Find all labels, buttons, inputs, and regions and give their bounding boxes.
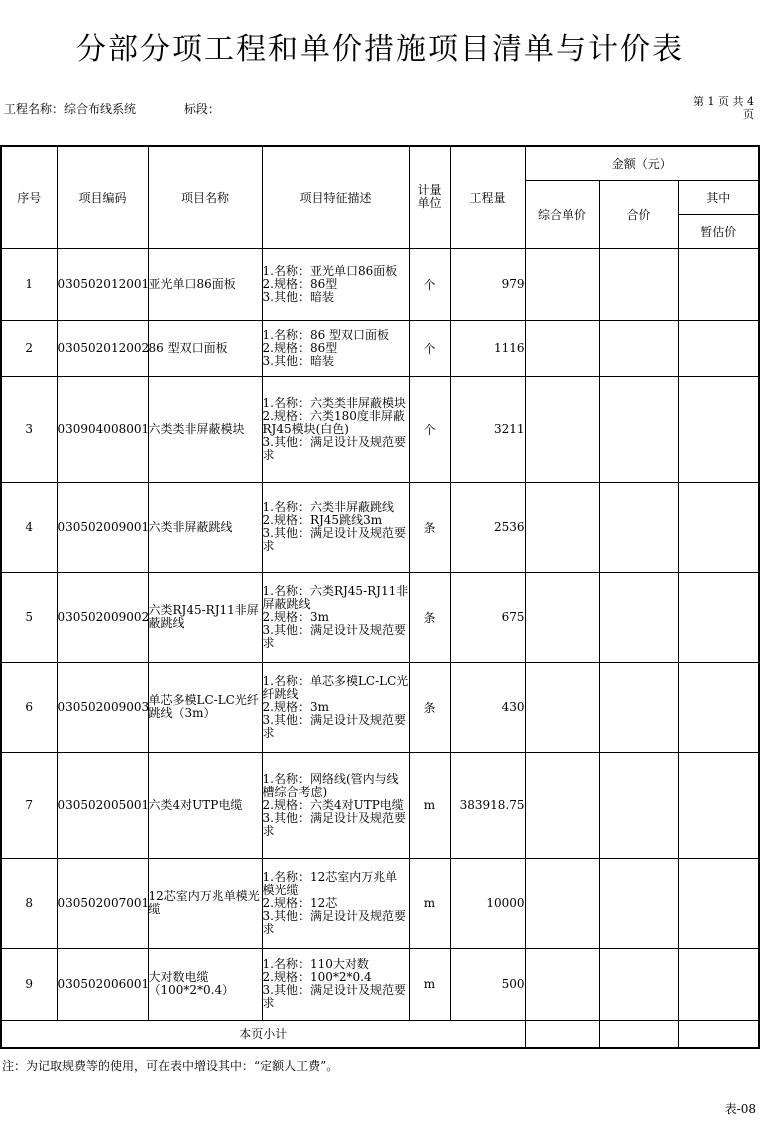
- header-of-which: 其中: [678, 180, 759, 214]
- row-seq: 1: [1, 248, 57, 320]
- row-qty: 979: [450, 248, 525, 320]
- row-seq: 3: [1, 376, 57, 482]
- row-desc: 1.名称：六类类非屏蔽模块 2.规格：六类180度非屏蔽RJ45模块(白色) 3.其他：满足设计及规范要求: [262, 376, 409, 482]
- row-desc: 1.名称：12芯室内万兆单模光缆 2.规格：12芯 3.其他：满足设计及规范要求: [262, 858, 409, 948]
- table-row: [1, 248, 759, 320]
- header-unit-text: 计量单位: [417, 183, 442, 211]
- row-unit: 个: [409, 376, 450, 482]
- row-unit-price: [525, 482, 599, 572]
- row-provisional: [678, 482, 759, 572]
- table-note: 注：为记取规费等的使用，可在表中增设其中：“定额人工费”。: [2, 1059, 339, 1073]
- table-row: [1, 482, 759, 572]
- row-desc: 1.名称：86 型双口面板 2.规格：86型 3.其他：暗装: [262, 320, 409, 376]
- table-row: [1, 376, 759, 482]
- row-provisional: [678, 376, 759, 482]
- row-qty: 675: [450, 572, 525, 662]
- row-total: [599, 572, 678, 662]
- project-meta: [4, 100, 264, 117]
- row-name: 86 型双口面板: [148, 320, 262, 376]
- row-unit: m: [409, 752, 450, 858]
- row-unit-price: [525, 752, 599, 858]
- row-total: [599, 376, 678, 482]
- row-unit-price: [525, 662, 599, 752]
- row-provisional: [678, 858, 759, 948]
- subtotal-total: [599, 1020, 678, 1048]
- row-unit: m: [409, 948, 450, 1020]
- row-unit-price: [525, 948, 599, 1020]
- row-code: 030502009001: [57, 482, 148, 572]
- row-seq: 4: [1, 482, 57, 572]
- page-count: 第 1 页 共 4: [693, 95, 754, 108]
- row-name: 亚光单口86面板: [148, 248, 262, 320]
- row-provisional: [678, 752, 759, 858]
- header-total: 合价: [599, 180, 678, 248]
- section-label: 标段：: [183, 102, 220, 116]
- row-seq: 2: [1, 320, 57, 376]
- row-qty: 1116: [450, 320, 525, 376]
- header-provisional: 暂估价: [678, 214, 759, 248]
- row-code: 030502009003: [57, 662, 148, 752]
- row-unit-price: [525, 320, 599, 376]
- row-code: 030502012002: [57, 320, 148, 376]
- row-code: 030502006001: [57, 948, 148, 1020]
- row-unit-price: [525, 858, 599, 948]
- row-desc: 1.名称：六类RJ45-RJ11非屏蔽跳线 2.规格：3m 3.其他：满足设计及规范要求: [262, 572, 409, 662]
- row-seq: 6: [1, 662, 57, 752]
- row-name: 六类RJ45-RJ11非屏蔽跳线: [148, 572, 262, 662]
- table-row: [1, 752, 759, 858]
- row-provisional: [678, 948, 759, 1020]
- table-row: [1, 948, 759, 1020]
- row-total: [599, 948, 678, 1020]
- row-qty: 383918.75: [450, 752, 525, 858]
- header-code: 项目编码: [57, 146, 148, 248]
- row-total: [599, 858, 678, 948]
- row-qty: 500: [450, 948, 525, 1020]
- row-unit-price: [525, 572, 599, 662]
- header-desc: 项目特征描述: [262, 146, 409, 248]
- pricing-table: [0, 145, 760, 1049]
- row-total: [599, 320, 678, 376]
- table-row: [1, 858, 759, 948]
- page-unit: 页: [743, 108, 754, 121]
- header-unit: [409, 146, 450, 248]
- row-qty: 10000: [450, 858, 525, 948]
- header-name: 项目名称: [148, 146, 262, 248]
- row-name: 六类类非屏蔽模块: [148, 376, 262, 482]
- row-code: 030502012001: [57, 248, 148, 320]
- table-row: [1, 320, 759, 376]
- row-seq: 5: [1, 572, 57, 662]
- row-name: 大对数电缆（100*2*0.4）: [148, 948, 262, 1020]
- row-unit: 条: [409, 662, 450, 752]
- table-row: [1, 662, 759, 752]
- row-name: 12芯室内万兆单模光缆: [148, 858, 262, 948]
- page-title: 分部分项工程和单价措施项目清单与计价表: [76, 32, 684, 67]
- row-code: 030502007001: [57, 858, 148, 948]
- row-desc: 1.名称：110大对数 2.规格：100*2*0.4 3.其他：满足设计及规范要求: [262, 948, 409, 1020]
- row-desc: 1.名称：网络线(管内与线槽综合考虑) 2.规格：六类4对UTP电缆 3.其他：满足设计及规范要求: [262, 752, 409, 858]
- row-code: 030502009002: [57, 572, 148, 662]
- row-provisional: [678, 572, 759, 662]
- row-unit: m: [409, 858, 450, 948]
- row-desc: 1.名称：单芯多模LC-LC光纤跳线 2.规格：3m 3.其他：满足设计及规范要求: [262, 662, 409, 752]
- row-seq: 7: [1, 752, 57, 858]
- row-desc: 1.名称：亚光单口86面板 2.规格：86型 3.其他：暗装: [262, 248, 409, 320]
- form-number: 表-08: [724, 1102, 756, 1116]
- row-code: 030502005001: [57, 752, 148, 858]
- row-unit-price: [525, 376, 599, 482]
- row-unit: 个: [409, 320, 450, 376]
- row-unit: 个: [409, 248, 450, 320]
- row-name: 六类4对UTP电缆: [148, 752, 262, 858]
- subtotal-provisional: [678, 1020, 759, 1048]
- row-name: 六类非屏蔽跳线: [148, 482, 262, 572]
- row-qty: 430: [450, 662, 525, 752]
- row-total: [599, 248, 678, 320]
- row-total: [599, 662, 678, 752]
- subtotal-unit-price: [525, 1020, 599, 1048]
- row-total: [599, 752, 678, 858]
- row-qty: 3211: [450, 376, 525, 482]
- page-indicator: [693, 95, 754, 121]
- row-seq: 9: [1, 948, 57, 1020]
- row-code: 030904008001: [57, 376, 148, 482]
- row-total: [599, 482, 678, 572]
- row-provisional: [678, 662, 759, 752]
- row-provisional: [678, 248, 759, 320]
- header-qty: 工程量: [450, 146, 525, 248]
- header-amount: 金额（元）: [525, 146, 759, 180]
- subtotal-label: 本页小计: [1, 1020, 525, 1048]
- row-unit: 条: [409, 572, 450, 662]
- project-name: 工程名称：综合布线系统: [4, 102, 137, 116]
- row-qty: 2536: [450, 482, 525, 572]
- row-unit: 条: [409, 482, 450, 572]
- row-name: 单芯多模LC-LC光纤跳线（3m）: [148, 662, 262, 752]
- header-unit-price: 综合单价: [525, 180, 599, 248]
- table-row: [1, 572, 759, 662]
- header-seq: 序号: [1, 146, 57, 248]
- row-provisional: [678, 320, 759, 376]
- row-unit-price: [525, 248, 599, 320]
- row-desc: 1.名称：六类非屏蔽跳线 2.规格：RJ45跳线3m 3.其他：满足设计及规范要求: [262, 482, 409, 572]
- row-seq: 8: [1, 858, 57, 948]
